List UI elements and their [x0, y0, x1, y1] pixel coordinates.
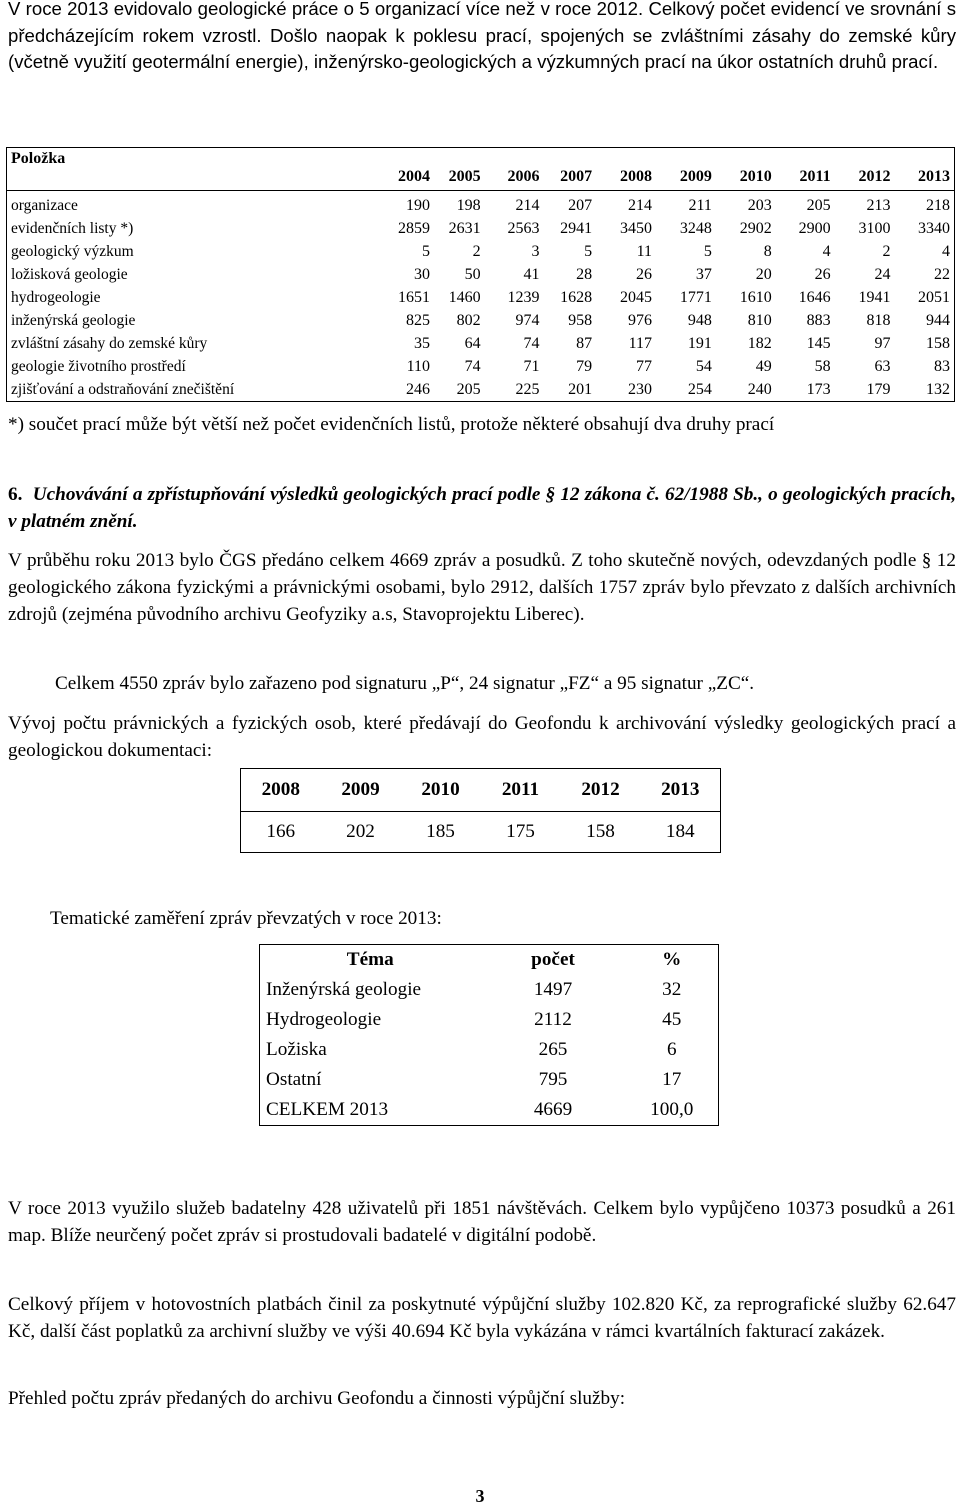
value-cell: 97: [874, 334, 891, 352]
value-cell: 948: [687, 311, 712, 329]
value-cell: 26: [814, 265, 831, 283]
value-cell: 230: [628, 380, 653, 398]
count-cell: 265: [538, 1039, 568, 1060]
value-cell: 2859: [398, 219, 431, 237]
value-cell: 184: [641, 812, 721, 853]
value-cell: 213: [866, 196, 891, 214]
value-cell: 2902: [739, 219, 772, 237]
value-cell: 205: [806, 196, 831, 214]
table-row: [241, 812, 721, 853]
column-header-year: 2010: [739, 168, 772, 185]
value-cell: 182: [747, 334, 772, 352]
row-label: zjišťování a odstraňování znečištění: [11, 380, 235, 398]
value-cell: 79: [576, 357, 593, 375]
value-cell: 203: [747, 196, 772, 214]
income-paragraph: Celkový příjem v hotovostních platbách činil za poskytnuté výpůjční služby 102.820 Kč, za reprografické služby 62.647 Kč, další část poplatků za archivní služby ve výši 40.694 Kč byla vykázána v rámci kvartálních fakturací zakázek.: [8, 1294, 956, 1342]
report-topics-table: [259, 944, 719, 1126]
value-cell: 1651: [398, 288, 431, 306]
table-row: [7, 309, 955, 332]
table-footnote: *) součet prací může být větší než počet evidenčních listů, protože některé obsahují dva druhy prací: [8, 414, 775, 435]
value-cell: 1239: [507, 288, 540, 306]
column-header-year: 2009: [679, 168, 712, 185]
count-cell: 795: [538, 1069, 568, 1090]
reports-paragraph: V průběhu roku 2013 bylo ČGS předáno celkem 4669 zpráv a posudků. Z toho skutečně nových, odevzdaných podle § 12 geologického zákona fyzickými a právnickými osobami, bylo 2912, dalších 1757 zpráv bylo převzato z dalších archivních zdrojů (zejména původního archivu Geofyziky a.s, Stavoprojektu Liberec).: [8, 550, 956, 625]
column-header-year: 2004: [398, 168, 431, 185]
value-cell: 41: [523, 265, 540, 283]
value-cell: 35: [414, 334, 431, 352]
percent-cell: 32: [662, 979, 682, 1000]
value-cell: 87: [576, 334, 593, 352]
table-row: [7, 378, 955, 402]
value-cell: 179: [866, 380, 891, 398]
table-row: [260, 1095, 719, 1126]
table-row: [7, 191, 955, 218]
table-row: [260, 975, 719, 1005]
value-cell: 3: [531, 242, 540, 260]
year-cell: 2009: [341, 779, 380, 800]
table-row: [260, 1065, 719, 1095]
column-header-year: 2008: [620, 168, 653, 185]
persons-by-year-table: [240, 768, 721, 853]
value-cell: 37: [695, 265, 712, 283]
value-cell: 2563: [507, 219, 540, 237]
value-cell: 1628: [560, 288, 593, 306]
persons-paragraph: Vývoj počtu právnických a fyzických osob, které předávají do Geofondu k archivování výsledky geologických prací a geologickou dokumentaci:: [8, 713, 956, 761]
value-cell: 1771: [679, 288, 712, 306]
signatures-paragraph: Celkem 4550 zpráv bylo zařazeno pod signaturu „P“, 24 signatur „FZ“ a 95 signatur „ZC“.: [55, 673, 755, 694]
year-cell: 2012: [581, 779, 620, 800]
value-cell: 158: [926, 334, 950, 352]
value-cell: 3100: [858, 219, 891, 237]
value-cell: 1941: [858, 288, 891, 306]
topic-heading: Tematické zaměření zpráv převzatých v roce 2013:: [50, 908, 442, 929]
value-cell: 1646: [798, 288, 831, 306]
value-cell: 207: [568, 196, 593, 214]
year-cell: 2011: [501, 779, 540, 800]
value-cell: 71: [523, 357, 540, 375]
column-header-count: počet: [531, 949, 575, 970]
intro-paragraph: V roce 2013 evidovalo geologické práce o 5 organizací více než v roce 2012. Celkový počet evidencí ve srovnání s předcházejícím rokem vzrostl. Došlo naopak k poklesu prací, spojených se zvláštními zásahy do zemské kůry (včetně využití geotermální energie), inženýrsko-geologických a výzkumných prací na úkor ostatních druhů prací.: [8, 0, 956, 72]
value-cell: 2051: [918, 288, 950, 306]
value-cell: 30: [414, 265, 431, 283]
topic-cell: CELKEM 2013: [266, 1099, 389, 1120]
row-label: evidenčních listy *): [11, 219, 134, 237]
table-header-row: [241, 769, 721, 812]
row-label: hydrogeologie: [11, 288, 101, 306]
value-cell: 246: [406, 380, 431, 398]
value-cell: 2: [882, 242, 891, 260]
section-title: Uchovávání a zpřístupňování výsledků geologických prací podle § 12 zákona č. 62/1988 Sb., o geologických pracích, v platném znění.: [8, 484, 957, 532]
percent-cell: 45: [662, 1009, 682, 1030]
topic-cell: Inženýrská geologie: [266, 979, 422, 1000]
percent-cell: 100,0: [650, 1099, 694, 1120]
column-header-year: 2005: [448, 168, 481, 185]
value-cell: 175: [481, 812, 561, 853]
row-label: inženýrská geologie: [11, 311, 136, 329]
row-label: geologie životního prostředí: [11, 357, 186, 375]
table-row: [7, 286, 955, 309]
value-cell: 8: [763, 242, 772, 260]
table-header-row: [260, 945, 719, 976]
value-cell: 185: [401, 812, 481, 853]
topic-cell: Ostatní: [266, 1069, 322, 1090]
count-cell: 4669: [533, 1099, 573, 1120]
value-cell: 5: [584, 242, 593, 260]
value-cell: 3450: [620, 219, 653, 237]
page-number: 3: [475, 1486, 485, 1506]
value-cell: 2045: [620, 288, 653, 306]
value-cell: 198: [456, 196, 481, 214]
registered-works-table: [6, 147, 955, 402]
value-cell: 132: [926, 380, 950, 398]
column-header-year: 2006: [507, 168, 540, 185]
row-label: zvláštní zásahy do zemské kůry: [11, 334, 208, 352]
row-label: organizace: [11, 196, 78, 214]
table-row: [260, 1035, 719, 1065]
value-cell: 202: [321, 812, 401, 853]
count-cell: 2112: [534, 1009, 572, 1030]
topic-cell: Hydrogeologie: [266, 1009, 382, 1030]
value-cell: 83: [934, 357, 950, 375]
value-cell: 58: [814, 357, 831, 375]
row-label: geologický výzkum: [11, 242, 134, 260]
row-label: ložisková geologie: [11, 265, 128, 283]
value-cell: 4: [942, 242, 950, 260]
value-cell: 145: [806, 334, 831, 352]
column-header-year: 2013: [918, 168, 950, 185]
value-cell: 818: [866, 311, 891, 329]
year-cell: 2013: [661, 779, 700, 800]
value-cell: 214: [628, 196, 653, 214]
table-row: [260, 1005, 719, 1035]
section-heading: [8, 481, 956, 535]
column-header-year: 2012: [858, 168, 891, 185]
table-body: [7, 191, 955, 402]
value-cell: 205: [456, 380, 481, 398]
value-cell: 976: [628, 311, 653, 329]
overview-paragraph: Přehled počtu zpráv předaných do archivu Geofondu a činnosti výpůjční služby:: [8, 1388, 626, 1409]
value-cell: 201: [568, 380, 593, 398]
value-cell: 1610: [739, 288, 772, 306]
value-cell: 158: [561, 812, 641, 853]
value-cell: 944: [926, 311, 950, 329]
value-cell: 49: [755, 357, 772, 375]
value-cell: 4: [822, 242, 831, 260]
value-cell: 3248: [679, 219, 712, 237]
value-cell: 3340: [918, 219, 950, 237]
table-row: [7, 332, 955, 355]
value-cell: 50: [464, 265, 481, 283]
percent-cell: 17: [662, 1069, 682, 1090]
value-cell: 218: [926, 196, 950, 214]
value-cell: 28: [576, 265, 593, 283]
value-cell: 211: [688, 196, 712, 214]
value-cell: 173: [806, 380, 831, 398]
value-cell: 825: [406, 311, 431, 329]
table-row: [7, 240, 955, 263]
value-cell: 5: [703, 242, 712, 260]
value-cell: 22: [934, 265, 950, 283]
value-cell: 63: [874, 357, 891, 375]
reading-room-paragraph: V roce 2013 využilo služeb badatelny 428 uživatelů při 1851 návštěvách. Celkem bylo vypůjčeno 10373 posudků a 261 map. Blíže neurčený počet zpráv si prostudovali badatelé v digitální podobě.: [8, 1198, 956, 1246]
value-cell: 1460: [448, 288, 481, 306]
value-cell: 2: [472, 242, 481, 260]
value-cell: 64: [464, 334, 481, 352]
value-cell: 117: [628, 334, 653, 352]
column-header-year: 2011: [799, 168, 831, 185]
value-cell: 2900: [798, 219, 831, 237]
column-header-item: Položka: [11, 150, 66, 167]
value-cell: 110: [406, 357, 431, 375]
year-cell: 2008: [261, 779, 300, 800]
value-cell: 225: [515, 380, 540, 398]
table-header-row: [7, 148, 955, 191]
table-row: [7, 263, 955, 286]
column-header-percent: %: [662, 949, 682, 970]
value-cell: 54: [695, 357, 712, 375]
value-cell: 190: [406, 196, 431, 214]
value-cell: 2941: [560, 219, 593, 237]
count-cell: 1497: [533, 979, 573, 1000]
value-cell: 254: [687, 380, 712, 398]
value-cell: 26: [636, 265, 653, 283]
value-cell: 974: [515, 311, 540, 329]
value-cell: 166: [241, 812, 321, 853]
value-cell: 958: [568, 311, 593, 329]
value-cell: 74: [464, 357, 481, 375]
value-cell: 810: [747, 311, 772, 329]
value-cell: 11: [636, 242, 653, 260]
value-cell: 883: [806, 311, 831, 329]
value-cell: 2631: [448, 219, 481, 237]
value-cell: 214: [515, 196, 540, 214]
table-row: [7, 355, 955, 378]
value-cell: 24: [874, 265, 891, 283]
year-cell: 2010: [421, 779, 460, 800]
value-cell: 77: [636, 357, 653, 375]
value-cell: 74: [523, 334, 540, 352]
value-cell: 191: [687, 334, 712, 352]
topic-cell: Ložiska: [266, 1039, 327, 1060]
value-cell: 802: [456, 311, 481, 329]
column-header-year: 2007: [560, 168, 593, 185]
section-number: 6.: [8, 484, 23, 505]
percent-cell: 6: [666, 1039, 677, 1060]
table-row: [7, 217, 955, 240]
value-cell: 5: [422, 242, 431, 260]
value-cell: 240: [747, 380, 772, 398]
column-header-topic: Téma: [346, 949, 394, 970]
value-cell: 20: [755, 265, 772, 283]
